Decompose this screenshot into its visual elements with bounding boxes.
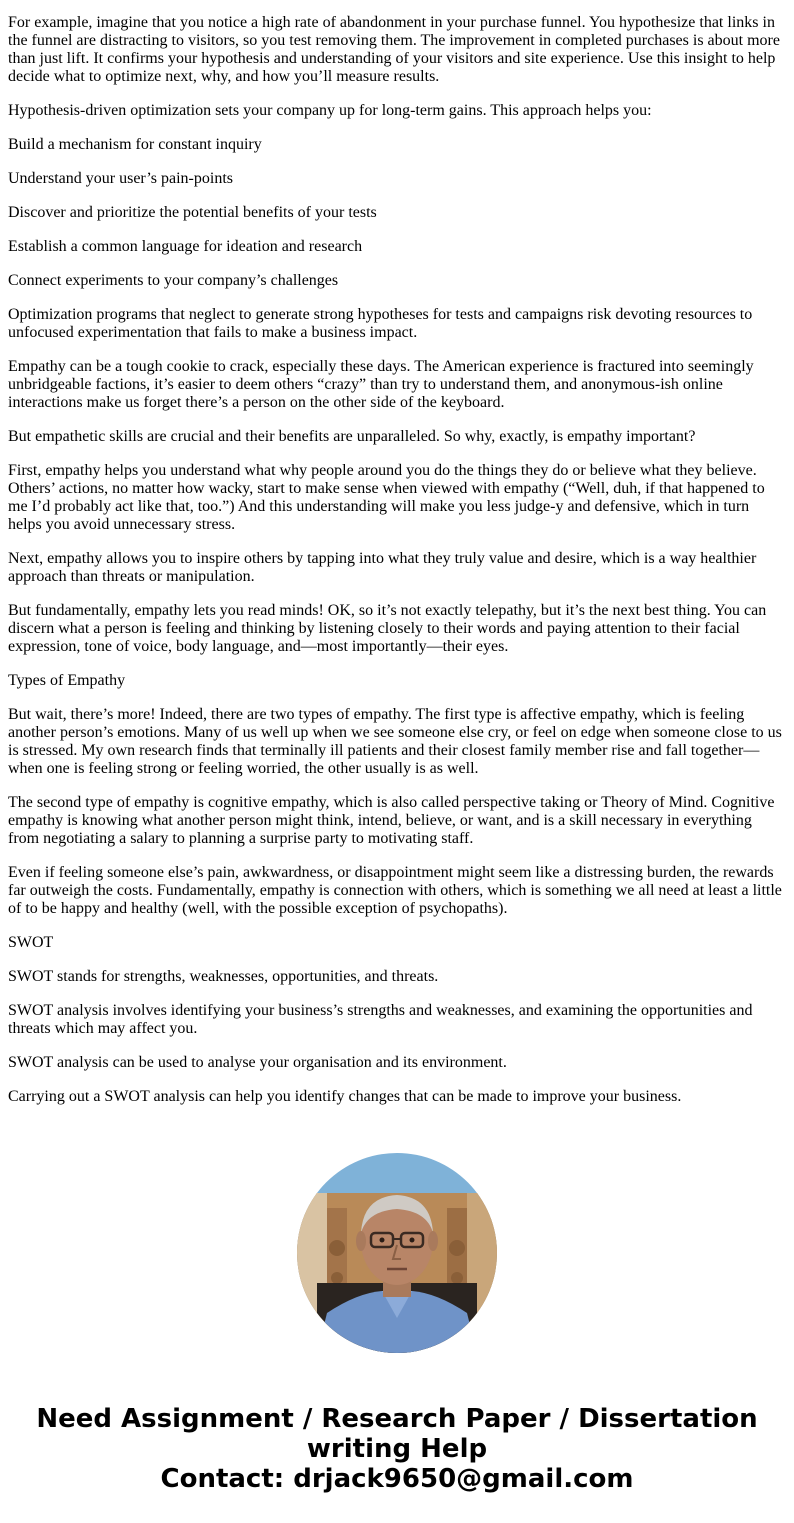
list-item: Understand your user’s pain-points [8, 170, 233, 187]
paragraph: But empathetic skills are crucial and their benefits are unparalleled. So why, exactly, is empathy important? [8, 428, 696, 445]
list-item: Discover and prioritize the potential benefits of your tests [8, 204, 377, 221]
author-portrait-icon [297, 1153, 497, 1353]
paragraph: SWOT analysis involves identifying your business’s strengths and weaknesses, and examining the opportunities and threats which may affect you. [8, 1002, 753, 1037]
contact-line: Need Assignment / Research Paper / Dissertation [36, 1404, 758, 1434]
paragraph: Optimization programs that neglect to generate strong hypotheses for tests and campaigns risk devoting resources to unfocused experimentation that fails to make a business impact. [8, 306, 753, 341]
contact-email: Contact: drjack9650@gmail.com [160, 1464, 634, 1494]
paragraph: But wait, there’s more! Indeed, there are two types of empathy. The first type is affective empathy, which is feeling another person’s emotions. Many of us well up when we see someone else cry, or feel on edge when someone close to us is stressed. My own research finds that terminally ill patients and their closest family member rise and fall together—when one is feeling strong or feeling worried, the other usually is as well. [8, 706, 782, 777]
paragraph: Hypothesis-driven optimization sets your company up for long-term gains. This approach helps you: [8, 102, 652, 119]
section-heading: SWOT [8, 934, 54, 951]
paragraph: SWOT stands for strengths, weaknesses, opportunities, and threats. [8, 968, 439, 985]
author-avatar [297, 1153, 497, 1353]
paragraph: First, empathy helps you understand what why people around you do the things they do or believe what they believe. Others’ actions, no matter how wacky, start to make sense when viewed with empathy (“Well, duh, if that happened to me I’d probably act like that, too.”) And this understanding will make you less judge-y and defensive, which in turn helps you avoid unnecessary stress. [8, 462, 765, 533]
section-heading: Types of Empathy [8, 672, 126, 689]
contact-line: writing Help [306, 1434, 488, 1464]
paragraph: But fundamentally, empathy lets you read minds! OK, so it’s not exactly telepathy, but it’s the next best thing. You can discern what a person is feeling and thinking by listening closely to their words and paying attention to their facial expression, tone of voice, body language, and—most importantly—their eyes. [8, 602, 767, 655]
list-item: Connect experiments to your company’s challenges [8, 272, 339, 289]
paragraph: The second type of empathy is cognitive empathy, which is also called perspective taking or Theory of Mind. Cognitive empathy is knowing what another person might think, intend, believe, or want, and is a skill necessary in everything from negotiating a salary to planning a surprise party to motivating staff. [8, 794, 775, 847]
paragraph: Empathy can be a tough cookie to crack, especially these days. The American experience is fractured into seemingly unbridgeable factions, it’s easier to deem others “crazy” than try to understand them, and anonymous-ish online interactions make us forget there’s a person on the other side of the keyboard. [8, 358, 754, 411]
paragraph: SWOT analysis can be used to analyse your organisation and its environment. [8, 1054, 507, 1071]
paragraph: Even if feeling someone else’s pain, awkwardness, or disappointment might seem like a distressing burden, the rewards far outweigh the costs. Fundamentally, empathy is connection with others, which is something we all need at least a little of to be happy and healthy (well, with the possible exception of psychopaths). [8, 864, 782, 917]
paragraph: For example, imagine that you notice a high rate of abandonment in your purchase funnel. You hypothesize that links in the funnel are distracting to visitors, so you test removing them. The improvement in completed purchases is about more than just lift. It confirms your hypothesis and understanding of your visitors and site experience. Use this insight to help decide what to optimize next, why, and how you’ll measure results. [8, 14, 780, 85]
contact-banner [0, 1404, 794, 1494]
paragraph: Carrying out a SWOT analysis can help you identify changes that can be made to improve your business. [8, 1088, 682, 1105]
article-body [8, 14, 786, 1122]
list-item: Establish a common language for ideation and research [8, 238, 363, 255]
paragraph: Next, empathy allows you to inspire others by tapping into what they truly value and desire, which is a way healthier approach than threats or manipulation. [8, 550, 757, 585]
list-item: Build a mechanism for constant inquiry [8, 136, 262, 153]
